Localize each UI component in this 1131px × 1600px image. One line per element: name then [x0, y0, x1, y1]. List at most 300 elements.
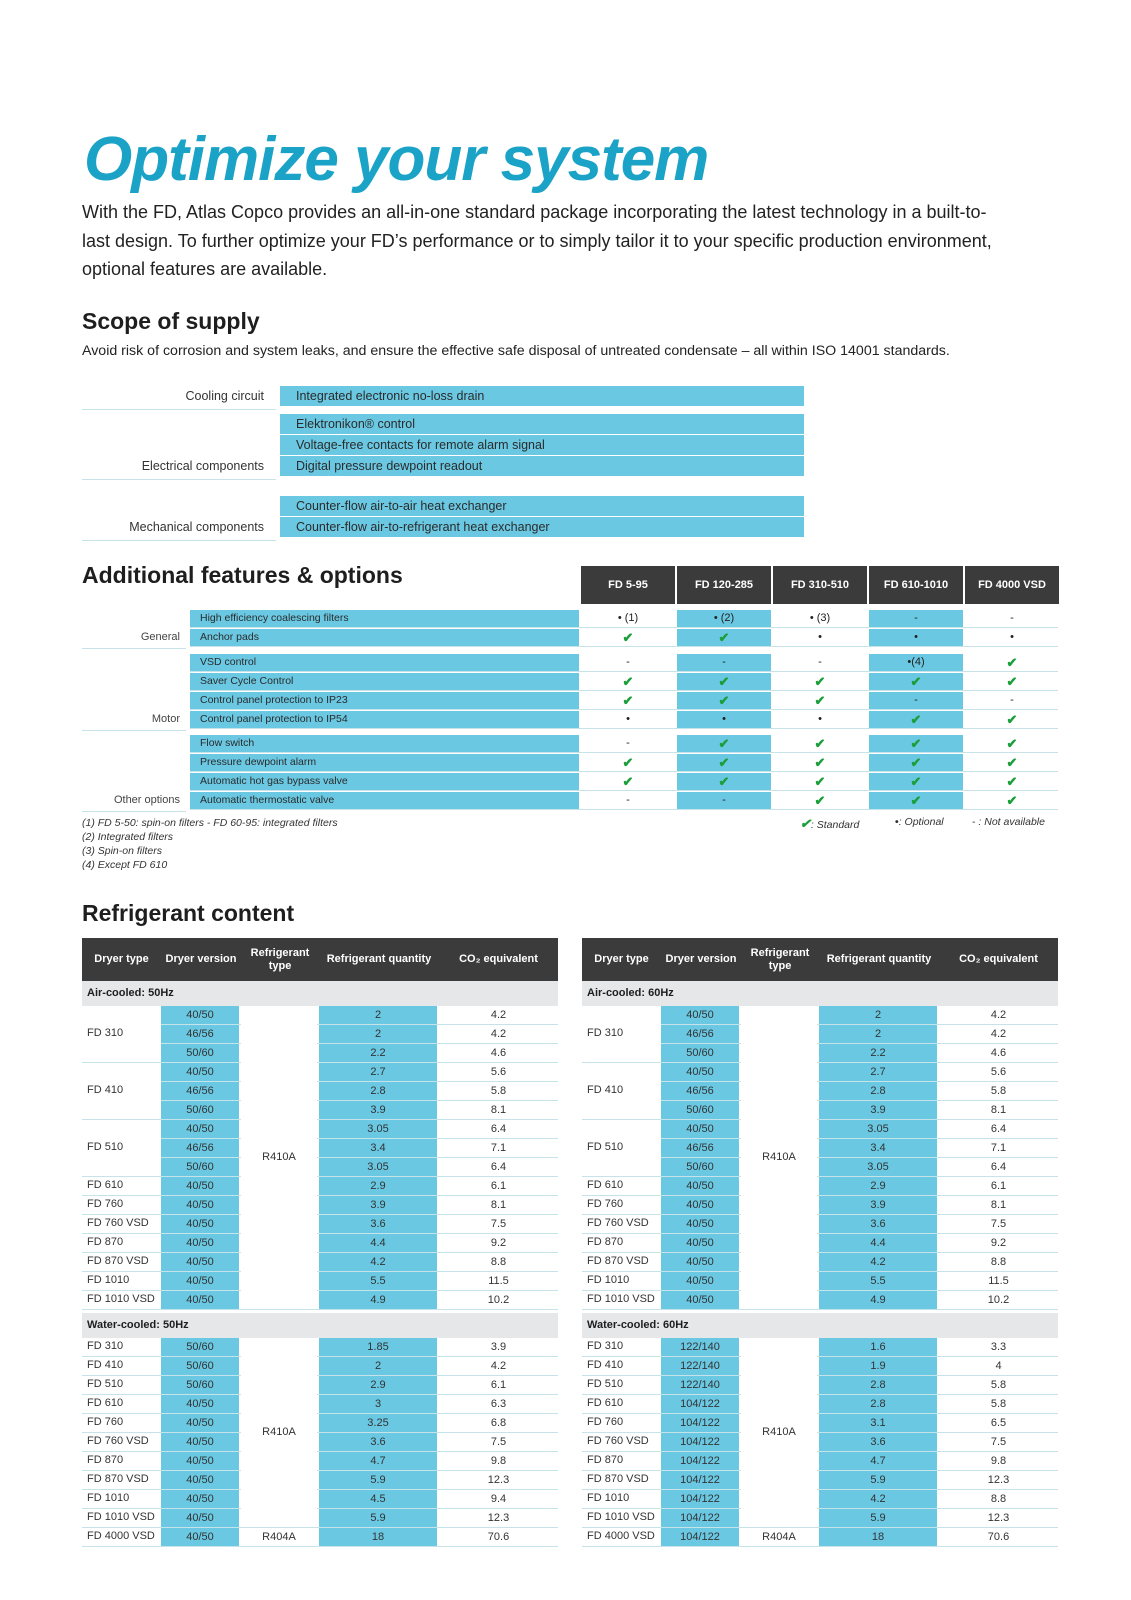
dryer-version: 40/50 — [161, 1120, 239, 1138]
check-icon: ✔ — [718, 674, 730, 689]
dryer-type: FD 760 — [587, 1416, 624, 1428]
options-value — [869, 773, 963, 790]
table-row — [82, 1338, 558, 1357]
co2-equivalent: 4.2 — [990, 1028, 1007, 1040]
co2-equivalent: 5.6 — [490, 1066, 507, 1078]
co2-equivalent: 4.2 — [990, 1009, 1007, 1021]
options-value: - — [626, 794, 630, 806]
scope-item: Digital pressure dewpoint readout — [280, 456, 804, 477]
dryer-version: 40/50 — [161, 1196, 239, 1214]
options-value — [965, 792, 1059, 809]
dryer-version: 46/56 — [661, 1025, 739, 1043]
options-value — [773, 673, 867, 690]
co2-equivalent: 3.3 — [990, 1341, 1007, 1353]
dryer-type: FD 760 VSD — [87, 1217, 149, 1229]
table-row — [82, 1196, 558, 1215]
refrigerant-quantity: 3 — [319, 1395, 437, 1413]
check-icon: ✔ — [1006, 674, 1018, 689]
co2-equivalent: 7.5 — [990, 1436, 1007, 1448]
options-row-divider — [190, 627, 1058, 628]
options-column-header: FD 610-1010 — [869, 566, 963, 604]
dryer-version: 122/140 — [661, 1357, 739, 1375]
legend-standard-label: : Standard — [810, 819, 860, 831]
options-value — [581, 629, 675, 646]
options-value — [965, 754, 1059, 771]
footnote: (4) Except FD 610 — [82, 859, 168, 871]
dryer-version: 50/60 — [161, 1101, 239, 1119]
intro-paragraph: With the FD, Atlas Copco provides an all-in-one standard package incorporating the latest technology in a built-to-last design. To further optimize your FD’s performance or to simply tailor it to your specific production environment, optional features are available. — [82, 202, 992, 279]
dryer-type: FD 4000 VSD — [587, 1530, 655, 1542]
refrigerant-quantity: 1.9 — [819, 1357, 937, 1375]
refrigerant-quantity: 3.25 — [319, 1414, 437, 1432]
co2-equivalent: 70.6 — [487, 1531, 510, 1543]
dryer-version: 40/50 — [161, 1234, 239, 1252]
dryer-version: 50/60 — [161, 1158, 239, 1176]
options-category: Motor — [151, 713, 180, 725]
co2-equivalent: 5.6 — [990, 1066, 1007, 1078]
dryer-type: FD 870 — [587, 1236, 624, 1248]
options-value: • — [869, 629, 963, 646]
refrigerant-quantity: 2.8 — [819, 1376, 937, 1394]
footnote: (3) Spin-on filters — [82, 845, 162, 857]
co2-equivalent: 9.8 — [990, 1455, 1007, 1467]
dryer-version: 40/50 — [161, 1452, 239, 1470]
dryer-type: FD 1010 VSD — [587, 1511, 655, 1523]
refrigerant-quantity: 2.7 — [319, 1063, 437, 1081]
scope-item: Counter-flow air-to-air heat exchanger — [280, 496, 804, 517]
co2-equivalent: 6.4 — [990, 1123, 1007, 1135]
options-feature: Pressure dewpoint alarm — [190, 754, 579, 771]
refrigerant-quantity: 4.2 — [819, 1490, 937, 1508]
table-row — [82, 1471, 558, 1490]
table-row — [582, 1395, 1058, 1414]
options-value — [965, 735, 1059, 752]
refrigerant-quantity: 3.05 — [319, 1120, 437, 1138]
table-row — [82, 1177, 558, 1196]
refrigerant-quantity: 3.6 — [819, 1433, 937, 1451]
column-header: Dryer version — [165, 953, 237, 965]
dryer-version: 40/50 — [661, 1196, 739, 1214]
dryer-version: 50/60 — [661, 1158, 739, 1176]
refrigerant-quantity: 3.6 — [819, 1215, 937, 1233]
dryer-type: FD 870 VSD — [587, 1255, 649, 1267]
table-row — [82, 1376, 558, 1395]
scope-item: Integrated electronic no-loss drain — [280, 386, 804, 407]
dryer-version: 104/122 — [661, 1509, 739, 1527]
options-value: - — [677, 654, 771, 671]
options-value: •(4) — [869, 654, 963, 671]
co2-equivalent: 8.1 — [990, 1199, 1007, 1211]
refrigerant-quantity: 3.1 — [819, 1414, 937, 1432]
table-row — [582, 1234, 1058, 1253]
refrigerant-quantity: 3.05 — [819, 1120, 937, 1138]
co2-equivalent: 6.8 — [490, 1417, 507, 1429]
options-feature: Anchor pads — [190, 629, 579, 646]
refrigerant-quantity: 3.9 — [319, 1196, 437, 1214]
refrigerant-quantity: 2.8 — [819, 1395, 937, 1413]
table-row — [582, 1272, 1058, 1291]
check-icon: ✔ — [1006, 712, 1018, 727]
check-icon: ✔ — [622, 755, 634, 770]
co2-equivalent: 5.8 — [990, 1085, 1007, 1097]
dryer-type: FD 870 VSD — [87, 1255, 149, 1267]
check-icon: ✔ — [814, 774, 826, 789]
options-value — [677, 629, 771, 646]
section-label: Water-cooled: 50Hz — [82, 1313, 558, 1338]
options-feature: VSD control — [190, 654, 579, 671]
dryer-version: 40/50 — [661, 1177, 739, 1195]
table-row — [82, 1433, 558, 1452]
options-value — [677, 692, 771, 709]
refrigerant-quantity: 1.6 — [819, 1338, 937, 1356]
table-row — [582, 1338, 1058, 1357]
options-value: - — [1010, 612, 1014, 624]
table-row — [582, 1215, 1058, 1234]
dryer-type: FD 1010 VSD — [587, 1293, 655, 1305]
co2-equivalent: 6.4 — [990, 1161, 1007, 1173]
refrigerant-quantity: 5.9 — [319, 1509, 437, 1527]
options-feature: Control panel protection to IP54 — [190, 711, 579, 728]
dryer-version: 40/50 — [161, 1006, 239, 1024]
options-feature: Control panel protection to IP23 — [190, 692, 579, 709]
refrigerant-quantity: 2.9 — [319, 1177, 437, 1195]
options-value — [869, 735, 963, 752]
refrigerant-quantity: 2.2 — [819, 1044, 937, 1062]
dryer-type: FD 510 — [87, 1378, 124, 1390]
dryer-type: FD 310 — [87, 1026, 124, 1039]
refrigerant-quantity: 2.8 — [319, 1082, 437, 1100]
dryer-type: FD 760 VSD — [87, 1435, 149, 1447]
refrigerant-quantity: 4.2 — [819, 1253, 937, 1271]
dryer-version: 104/122 — [661, 1471, 739, 1489]
co2-equivalent: 4.2 — [490, 1028, 507, 1040]
scope-item: Counter-flow air-to-refrigerant heat exchanger — [280, 517, 804, 538]
dryer-version: 50/60 — [661, 1101, 739, 1119]
check-icon: ✔ — [910, 755, 922, 770]
options-value — [581, 692, 675, 709]
table-row — [582, 1452, 1058, 1471]
refrigerant-quantity: 3.9 — [819, 1101, 937, 1119]
dryer-version: 104/122 — [661, 1452, 739, 1470]
check-icon: ✔ — [1006, 655, 1018, 670]
options-value — [965, 773, 1059, 790]
check-icon: ✔ — [814, 755, 826, 770]
options-value — [677, 673, 771, 690]
scope-heading: Scope of supply — [82, 308, 260, 334]
refrigerant-quantity: 2 — [319, 1006, 437, 1024]
options-row-divider — [190, 728, 1058, 729]
check-icon: ✔ — [910, 774, 922, 789]
dryer-type: FD 1010 — [87, 1492, 130, 1504]
dryer-type: FD 1010 — [87, 1274, 130, 1286]
refrigerant-quantity: 18 — [819, 1528, 937, 1546]
dryer-type: FD 870 — [587, 1454, 624, 1466]
refrigerant-quantity: 4.4 — [819, 1234, 937, 1252]
section-label: Air-cooled: 50Hz — [82, 981, 558, 1006]
table-row — [582, 1433, 1058, 1452]
options-value — [965, 673, 1059, 690]
refrigerant-quantity: 2.9 — [319, 1376, 437, 1394]
table-row — [82, 1395, 558, 1414]
options-value — [869, 792, 963, 809]
column-header: CO₂ equivalent — [459, 953, 538, 965]
dryer-type: FD 410 — [87, 1083, 124, 1096]
dryer-type: FD 510 — [587, 1140, 624, 1153]
co2-equivalent: 6.1 — [490, 1379, 507, 1391]
dryer-type: FD 310 — [587, 1340, 624, 1352]
table-row — [82, 1414, 558, 1433]
dryer-type: FD 310 — [587, 1026, 624, 1039]
scope-divider — [82, 479, 276, 480]
table-row — [582, 1196, 1058, 1215]
options-value: - — [626, 737, 630, 749]
refrigerant-quantity: 2 — [319, 1025, 437, 1043]
refrigerant-quantity: 18 — [319, 1528, 437, 1546]
co2-equivalent: 9.4 — [490, 1493, 507, 1505]
options-value — [773, 773, 867, 790]
options-group-divider — [82, 648, 186, 649]
column-header: Dryer type — [94, 953, 149, 965]
check-icon: ✔ — [718, 693, 730, 708]
co2-equivalent: 12.3 — [987, 1474, 1010, 1486]
co2-equivalent: 6.1 — [990, 1180, 1007, 1192]
dryer-version: 40/50 — [661, 1253, 739, 1271]
dryer-type: FD 610 — [587, 1397, 624, 1409]
dryer-version: 40/50 — [161, 1490, 239, 1508]
refrigerant-quantity: 4.9 — [819, 1291, 937, 1309]
co2-equivalent: 4.6 — [490, 1047, 507, 1059]
dryer-version: 46/56 — [661, 1082, 739, 1100]
refrigerant-quantity: 4.9 — [319, 1291, 437, 1309]
section-label: Water-cooled: 60Hz — [582, 1313, 1058, 1338]
optional-symbol: • — [895, 816, 899, 828]
options-row-divider — [190, 709, 1058, 710]
co2-equivalent: 4 — [995, 1360, 1002, 1372]
dryer-version: 122/140 — [661, 1338, 739, 1356]
co2-equivalent: 4.2 — [490, 1009, 507, 1021]
options-value — [965, 654, 1059, 671]
dryer-type: FD 410 — [587, 1083, 624, 1096]
options-value: - — [677, 792, 771, 809]
dryer-type: FD 760 VSD — [587, 1435, 649, 1447]
refrigerant-type: R404A — [741, 1528, 817, 1546]
refrigerant-quantity: 5.9 — [819, 1471, 937, 1489]
co2-equivalent: 7.5 — [490, 1436, 507, 1448]
dryer-version: 40/50 — [661, 1291, 739, 1309]
options-value — [773, 735, 867, 752]
options-value — [581, 773, 675, 790]
dryer-version: 46/56 — [161, 1139, 239, 1157]
options-value — [677, 773, 771, 790]
co2-equivalent: 6.4 — [490, 1123, 507, 1135]
co2-equivalent: 8.8 — [490, 1256, 507, 1268]
co2-equivalent: 4.2 — [490, 1360, 507, 1372]
options-row-divider — [190, 790, 1058, 791]
options-row-divider — [190, 771, 1058, 772]
options-column-header: FD 4000 VSD — [965, 566, 1059, 604]
dryer-version: 104/122 — [661, 1414, 739, 1432]
co2-equivalent: 5.8 — [990, 1379, 1007, 1391]
co2-equivalent: 8.8 — [990, 1493, 1007, 1505]
options-category: Other options — [113, 794, 180, 806]
co2-equivalent: 6.4 — [490, 1161, 507, 1173]
column-header: Dryer type — [594, 953, 649, 965]
dryer-version: 40/50 — [161, 1395, 239, 1413]
refrigerant-quantity: 3.6 — [319, 1215, 437, 1233]
co2-equivalent: 7.1 — [490, 1142, 507, 1154]
table-row — [82, 1452, 558, 1471]
co2-equivalent: 10.2 — [487, 1294, 510, 1306]
check-icon: ✔ — [814, 793, 826, 808]
dryer-type: FD 1010 — [587, 1274, 630, 1286]
dryer-version: 104/122 — [661, 1528, 739, 1546]
scope-category: Mechanical components — [129, 520, 264, 534]
dryer-version: 40/50 — [161, 1433, 239, 1451]
co2-equivalent: 12.3 — [487, 1512, 510, 1524]
options-feature: Automatic thermostatic valve — [190, 792, 579, 809]
check-icon: ✔ — [718, 630, 730, 645]
options-row-divider — [190, 809, 1058, 810]
column-header: CO₂ equivalent — [959, 953, 1038, 965]
refrigerant-quantity: 4.2 — [319, 1253, 437, 1271]
options-value: • (3) — [809, 612, 831, 624]
check-icon: ✔ — [622, 630, 634, 645]
options-group-divider — [82, 811, 186, 812]
scope-divider — [82, 409, 276, 410]
legend-optional-label: : Optional — [898, 816, 944, 828]
check-icon: ✔ — [622, 693, 634, 708]
dryer-version: 40/50 — [661, 1272, 739, 1290]
dryer-version: 40/50 — [161, 1272, 239, 1290]
column-header: Refrigerant type — [750, 946, 810, 972]
options-value — [581, 754, 675, 771]
refrigerant-quantity: 5.9 — [819, 1509, 937, 1527]
options-column-header: FD 120-285 — [677, 566, 771, 604]
check-icon: ✔ — [1006, 774, 1018, 789]
column-header: Refrigerant type — [250, 946, 310, 972]
co2-equivalent: 11.5 — [988, 1275, 1009, 1287]
dryer-version: 40/50 — [661, 1063, 739, 1081]
refrigerant-quantity: 4.7 — [819, 1452, 937, 1470]
co2-equivalent: 4.6 — [990, 1047, 1007, 1059]
options-value — [773, 692, 867, 709]
co2-equivalent: 8.1 — [490, 1199, 507, 1211]
dryer-version: 40/50 — [161, 1063, 239, 1081]
refrigerant-quantity: 3.9 — [819, 1196, 937, 1214]
check-icon: ✔ — [910, 736, 922, 751]
dryer-type: FD 870 — [87, 1454, 124, 1466]
dryer-version: 40/50 — [161, 1414, 239, 1432]
options-feature: Automatic hot gas bypass valve — [190, 773, 579, 790]
dryer-type: FD 610 — [87, 1397, 124, 1409]
check-icon: ✔ — [910, 674, 922, 689]
footnote: (2) Integrated filters — [82, 831, 174, 843]
options-value: • — [677, 711, 771, 728]
options-feature: Flow switch — [190, 735, 579, 752]
options-value — [677, 735, 771, 752]
table-row — [82, 1272, 558, 1291]
footnote: (1) FD 5-50: spin-on filters - FD 60-95: integrated filters — [82, 817, 338, 829]
dryer-version: 40/50 — [661, 1120, 739, 1138]
refrigerant-quantity: 2 — [819, 1006, 937, 1024]
options-value — [965, 711, 1059, 728]
refrigerant-quantity: 3.4 — [819, 1139, 937, 1157]
options-row-divider — [190, 646, 1058, 647]
table-row — [582, 1253, 1058, 1272]
check-icon: ✔ — [814, 674, 826, 689]
table-row — [582, 1471, 1058, 1490]
refrigerant-quantity: 3.6 — [319, 1433, 437, 1451]
dryer-version: 40/50 — [661, 1006, 739, 1024]
options-value: • — [818, 631, 822, 643]
options-group-divider — [82, 730, 186, 731]
co2-equivalent: 7.1 — [990, 1142, 1007, 1154]
refrigerant-type: R410A — [741, 1006, 817, 1309]
options-value: • — [818, 713, 822, 725]
refrigerant-quantity: 3.4 — [319, 1139, 437, 1157]
dryer-type: FD 510 — [587, 1378, 624, 1390]
check-icon: ✔ — [718, 774, 730, 789]
co2-equivalent: 5.8 — [990, 1398, 1007, 1410]
refrigerant-quantity: 5.5 — [819, 1272, 937, 1290]
refrigerant-quantity: 4.7 — [319, 1452, 437, 1470]
co2-equivalent: 3.9 — [490, 1341, 507, 1353]
co2-equivalent: 6.3 — [490, 1398, 507, 1410]
co2-equivalent: 6.5 — [990, 1417, 1007, 1429]
refrigerant-quantity: 3.9 — [319, 1101, 437, 1119]
table-row — [82, 1253, 558, 1272]
refrigerant-type: R404A — [241, 1528, 317, 1546]
scope-item: Elektronikon® control — [280, 414, 804, 435]
co2-equivalent: 7.5 — [990, 1218, 1007, 1230]
dryer-version: 46/56 — [161, 1082, 239, 1100]
co2-equivalent: 9.2 — [990, 1237, 1007, 1249]
check-icon: ✔ — [1006, 736, 1018, 751]
options-value — [773, 792, 867, 809]
options-column-header: FD 5-95 — [581, 566, 675, 604]
options-value: • — [626, 713, 630, 725]
options-heading: Additional features & options — [82, 562, 403, 588]
options-value — [677, 754, 771, 771]
scope-item: Voltage-free contacts for remote alarm signal — [280, 435, 804, 456]
table-row — [582, 1376, 1058, 1395]
dryer-version: 104/122 — [661, 1490, 739, 1508]
dryer-version: 104/122 — [661, 1433, 739, 1451]
section-label: Air-cooled: 60Hz — [582, 981, 1058, 1006]
check-icon: ✔ — [622, 674, 634, 689]
co2-equivalent: 9.2 — [490, 1237, 507, 1249]
na-symbol: - — [972, 816, 976, 828]
co2-equivalent: 9.8 — [490, 1455, 507, 1467]
options-footnotes — [82, 816, 338, 872]
refrigerant-quantity: 5.5 — [319, 1272, 437, 1290]
dryer-version: 50/60 — [161, 1338, 239, 1356]
options-value: - — [869, 692, 963, 709]
dryer-version: 40/50 — [661, 1234, 739, 1252]
co2-equivalent: 8.1 — [490, 1104, 507, 1116]
dryer-version: 50/60 — [161, 1376, 239, 1394]
dryer-type: FD 310 — [87, 1340, 124, 1352]
table-row — [82, 1215, 558, 1234]
options-value: • — [1010, 631, 1014, 643]
page-title: Optimize your system — [84, 125, 709, 194]
dryer-type: FD 1010 VSD — [87, 1511, 155, 1523]
co2-equivalent: 12.3 — [487, 1474, 510, 1486]
dryer-type: FD 870 VSD — [587, 1473, 649, 1485]
dryer-type: FD 410 — [587, 1359, 624, 1371]
column-header: Refrigerant quantity — [826, 953, 932, 965]
refrigerant-quantity: 1.85 — [319, 1338, 437, 1356]
